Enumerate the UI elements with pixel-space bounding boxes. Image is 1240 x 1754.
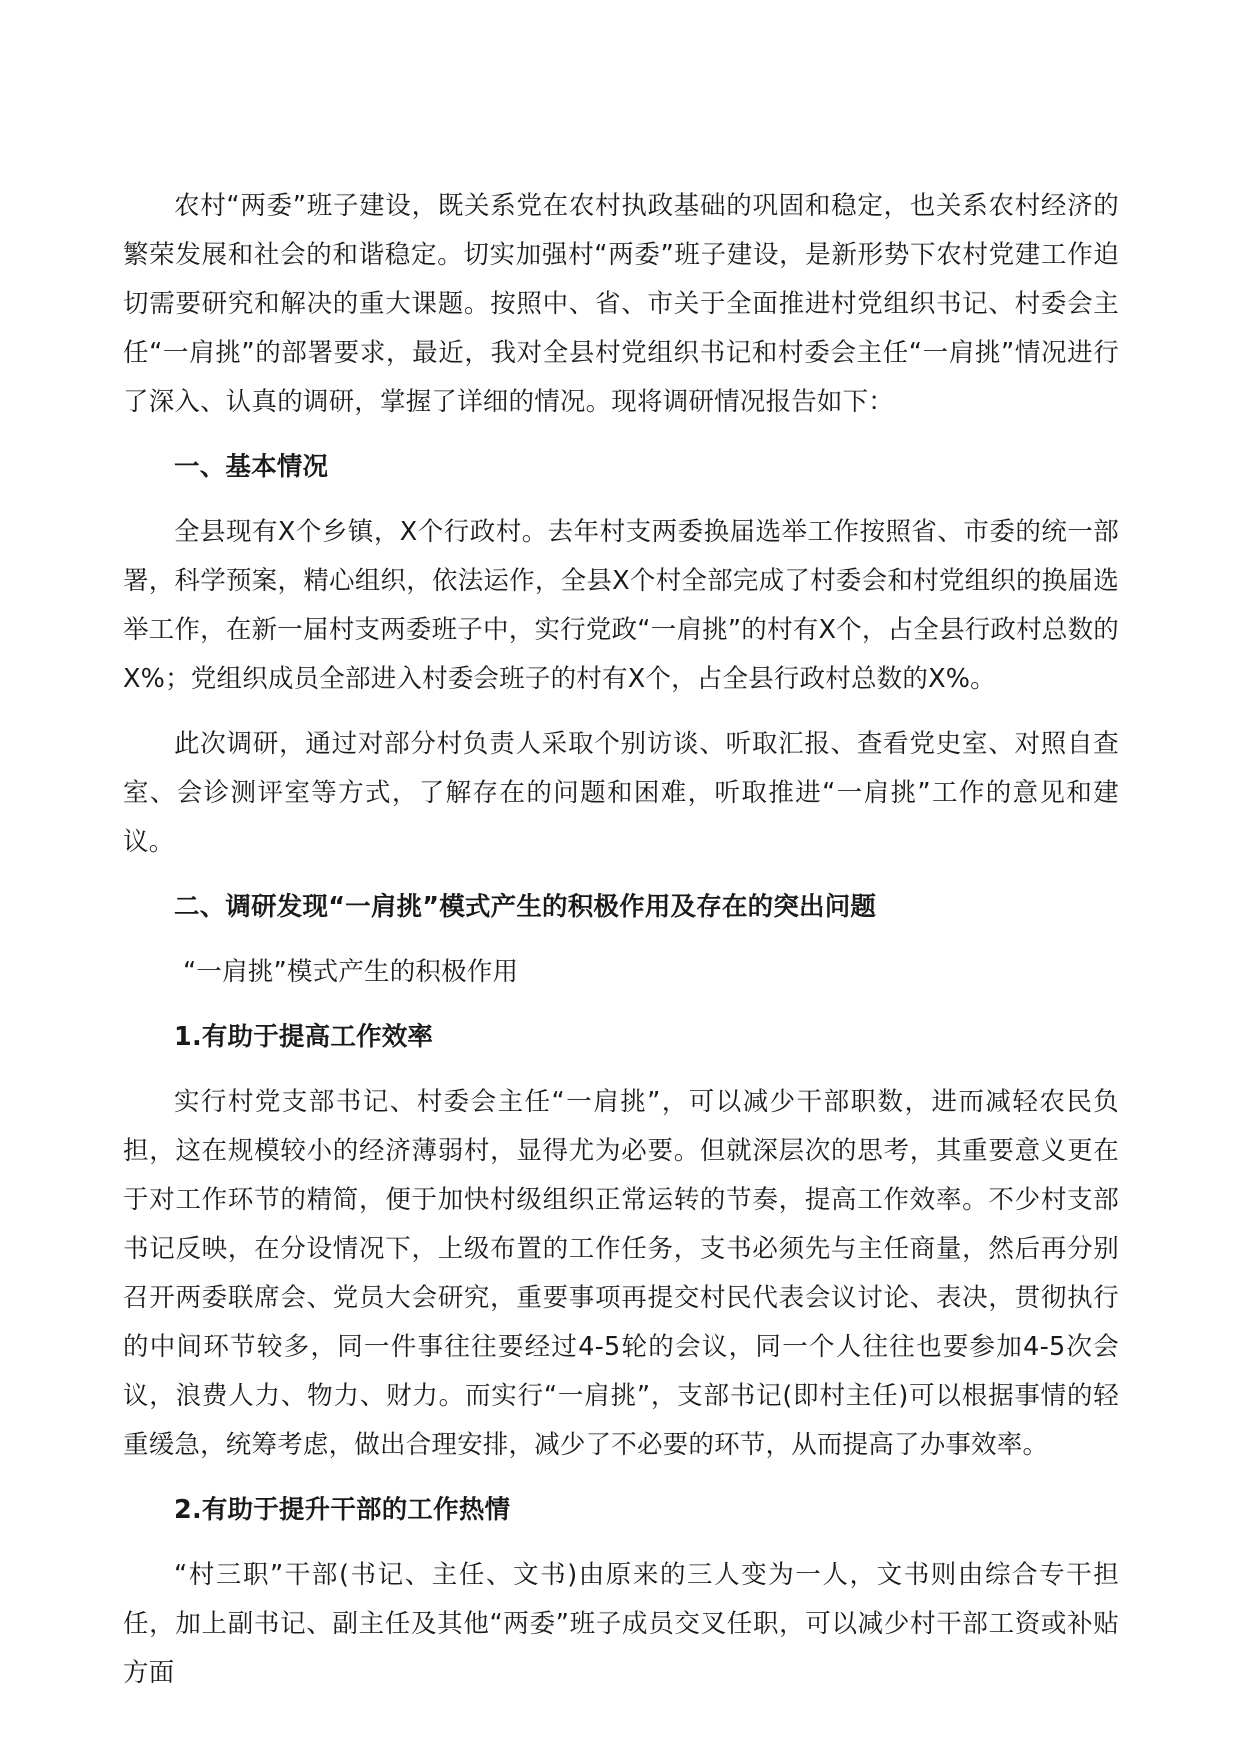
section-heading-findings: 二、调研发现“一肩挑”模式产生的积极作用及存在的突出问题: [174, 892, 877, 922]
basic-situation-paragraph: 全县现有X个乡镇，X个行政村。去年村支两委换届选举工作按照省、市委的统一部署，科学预案，精心组织，依法运作，全县X个村全部完成了村委会和村党组织的换届选举工作，在新一届村支两委班子中，实行党政“一肩挑”的村有X个，占全县行政村总数的X%；党组织成员全部进入村委会班子的村有X个，占全县行政村总数的X%。: [123, 517, 1119, 694]
point-heading-efficiency: 1.有助于提高工作效率: [174, 1022, 434, 1052]
intro-paragraph: 农村“两委”班子建设，既关系党在农村执政基础的巩固和稳定，也关系农村经济的繁荣发展和社会的和谐稳定。切实加强村“两委”班子建设，是新形势下农村党建工作迫切需要研究和解决的重大课题。按照中、省、市关于全面推进村党组织书记、村委会主任“一肩挑”的部署要求，最近，我对全县村党组织书记和村委会主任“一肩挑”情况进行了深入、认真的调研，掌握了详细的情况。现将调研情况报告如下：: [123, 191, 1119, 417]
point-heading-enthusiasm: 2.有助于提升干部的工作热情: [174, 1495, 511, 1525]
efficiency-paragraph: 实行村党支部书记、村委会主任“一肩挑”，可以减少干部职数，进而减轻农民负担，这在规模较小的经济薄弱村，显得尤为必要。但就深层次的思考，其重要意义更在于对工作环节的精简，便于加快村级组织正常运转的节奏，提高工作效率。不少村支部书记反映，在分设情况下，上级布置的工作任务，支书必须先与主任商量，然后再分别召开两委联席会、党员大会研究，重要事项再提交村民代表会议讨论、表决，贯彻执行的中间环节较多，同一件事往往要经过4-5轮的会议，同一个人往往也要参加4-5次会议，浪费人力、物力、财力。而实行“一肩挑”，支部书记(即村主任)可以根据事情的轻重缓急，统筹考虑，做出合理安排，减少了不必要的环节，从而提高了办事效率。: [123, 1087, 1119, 1460]
research-method-paragraph: 此次调研，通过对部分村负责人采取个别访谈、听取汇报、查看党史室、对照自查室、会诊测评室等方式，了解存在的问题和困难，听取推进“一肩挑”工作的意见和建议。: [123, 729, 1119, 857]
enthusiasm-paragraph: “村三职”干部(书记、主任、文书)由原来的三人变为一人，文书则由综合专干担任，加上副书记、副主任及其他“两委”班子成员交叉任职，可以减少村干部工资或补贴方面: [123, 1560, 1119, 1688]
subsection-positive-effects: “一肩挑”模式产生的积极作用: [183, 957, 519, 987]
document-page: [123, 182, 1119, 1714]
section-heading-basic-situation: 一、基本情况: [174, 452, 329, 482]
